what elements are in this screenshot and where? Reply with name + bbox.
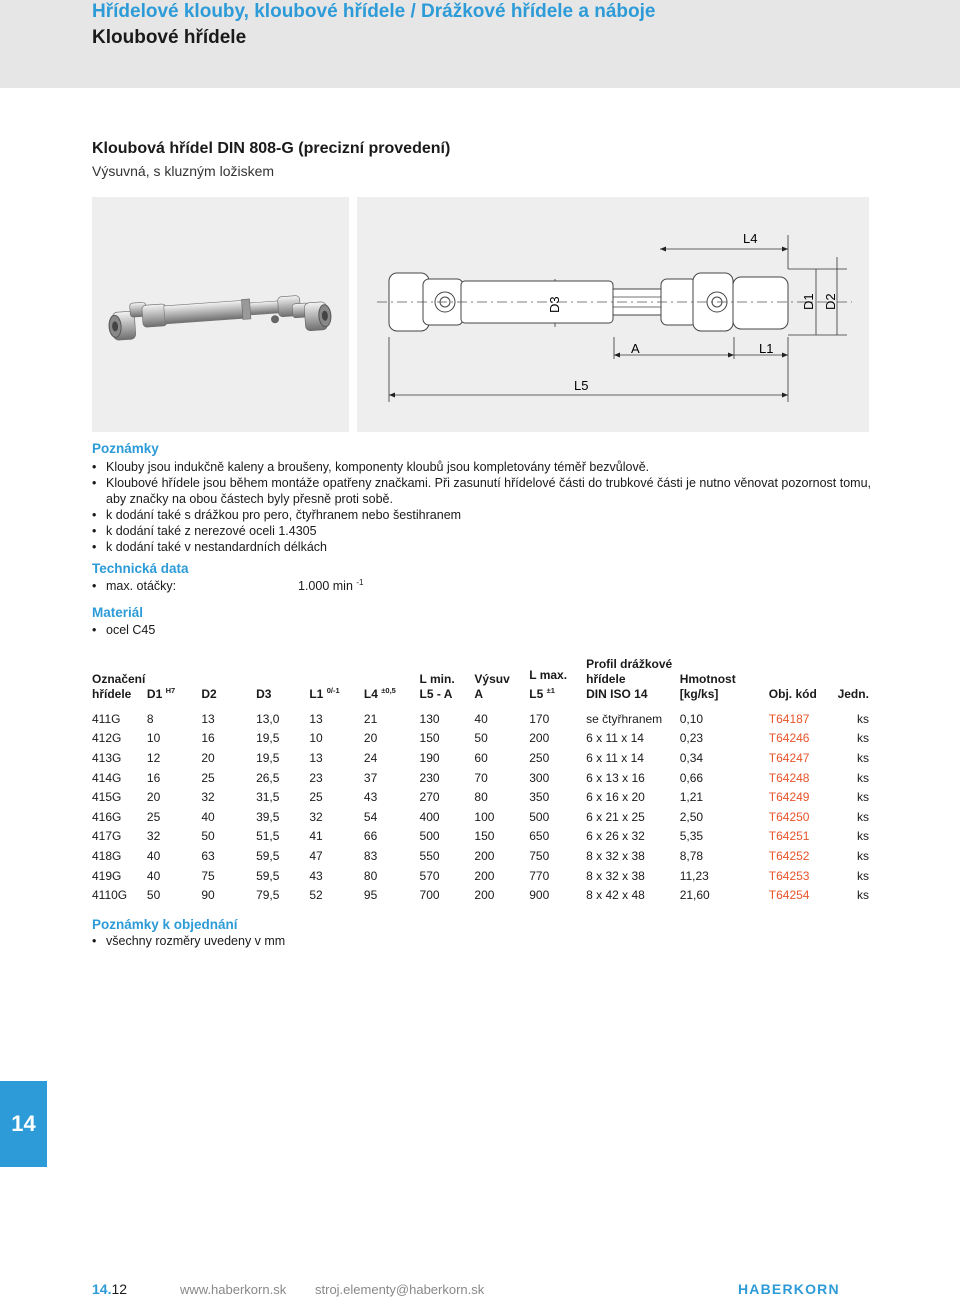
- table-cell: 200: [529, 731, 550, 746]
- table-cell: 43: [309, 868, 323, 883]
- table-cell: 79,5: [256, 888, 280, 903]
- order-notes-list: [92, 933, 285, 949]
- table-cell: 31,5: [256, 790, 280, 805]
- table-cell: 2,50: [679, 809, 704, 824]
- table-cell: 40: [201, 809, 215, 824]
- col-oznaceni: Označení hřídele: [92, 672, 146, 701]
- table-cell: 32: [309, 809, 323, 824]
- table-cell: 25: [309, 790, 323, 805]
- col-l4: L4 $^{\pm 0,5}$: [363, 686, 396, 701]
- order-code-cell[interactable]: T64252: [768, 848, 810, 863]
- table-cell: 24: [363, 750, 378, 765]
- table-cell: 416G: [92, 809, 122, 824]
- table-cell: 412G: [92, 731, 122, 746]
- material-value: • ocel C45: [92, 622, 155, 638]
- email-link[interactable]: stroj.elementy@haberkorn.sk: [315, 1282, 485, 1297]
- note-continuation: aby značky na obou částech byly přesně proti sobě.: [106, 492, 393, 506]
- table-cell: ks: [857, 711, 869, 726]
- page-number: 14.12: [92, 1281, 128, 1297]
- table-cell: 8,78: [679, 848, 704, 863]
- table-cell: 0,34: [679, 750, 704, 765]
- table-cell: 40: [474, 711, 488, 726]
- table-cell: 750: [529, 848, 550, 863]
- table-cell: 16: [146, 770, 161, 785]
- note-item: • Kloubové hřídele jsou během montáže opatřeny značkami. Při zasunutí hřídelové části do trubkové části je nutno věnovat pozornost tomu,: [92, 475, 871, 491]
- table-cell: 411G: [92, 711, 121, 726]
- table-cell: 12: [146, 750, 161, 765]
- table-cell: 300: [529, 770, 550, 785]
- table-cell: 83: [363, 848, 378, 863]
- table-row: [92, 827, 869, 847]
- product-subtitle: Výsuvná, s kluzným ložiskem: [92, 163, 275, 179]
- category-title: Hřídelové klouby, kloubové hřídele / Drážkové hřídele a náboje: [92, 1, 656, 22]
- table-cell: 32: [146, 829, 161, 844]
- table-cell: 20: [363, 731, 378, 746]
- table-cell: 41: [309, 829, 323, 844]
- table-cell: 200: [474, 868, 495, 883]
- table-cell: 47: [309, 848, 323, 863]
- table-cell: ks: [857, 790, 869, 805]
- table-cell: 75: [201, 868, 215, 883]
- table-cell: 80: [474, 790, 488, 805]
- table-cell: 6 x 11 x 14: [586, 731, 644, 746]
- table-cell: 16: [201, 731, 215, 746]
- table-cell: 6 x 21 x 25: [586, 809, 645, 824]
- label-a: A: [631, 341, 640, 356]
- table-cell: 6 x 26 x 32: [586, 829, 645, 844]
- col-jedn: Jedn.: [837, 687, 869, 701]
- table-cell: 8 x 32 x 38: [586, 848, 645, 863]
- table-cell: 700: [419, 888, 440, 903]
- label-d3: D3: [547, 296, 562, 313]
- col-d3: D3: [256, 687, 272, 701]
- col-profil: Profil drážkové hřídele DIN ISO 14: [586, 657, 673, 701]
- table-cell: 270: [419, 790, 440, 805]
- table-cell: 230: [419, 770, 440, 785]
- table-cell: 40: [146, 848, 161, 863]
- col-obj: Obj. kód: [768, 687, 817, 701]
- table-cell: 8: [146, 711, 154, 726]
- table-cell: 20: [146, 790, 161, 805]
- table-row: [92, 705, 869, 729]
- table-cell: 10: [146, 731, 161, 746]
- table-cell: se čtyřhranem: [586, 711, 663, 726]
- table-cell: 4110G: [92, 888, 128, 903]
- col-l1: L1 $^{0/-1}$: [309, 686, 340, 701]
- label-d1: D1: [801, 293, 816, 310]
- table-cell: 0,23: [679, 731, 704, 746]
- order-code-cell[interactable]: T64246: [768, 731, 810, 746]
- table-row: [92, 885, 869, 905]
- table-cell: 418G: [92, 848, 122, 863]
- note-item: [92, 491, 871, 507]
- table-cell: 6 x 13 x 16: [586, 770, 645, 785]
- table-cell: ks: [857, 731, 869, 746]
- table-cell: 10: [309, 731, 323, 746]
- label-l5: L5: [574, 378, 589, 393]
- table-cell: 190: [419, 750, 440, 765]
- table-cell: 19,5: [256, 750, 280, 765]
- table-cell: 25: [201, 770, 215, 785]
- label-l1: L1: [759, 341, 774, 356]
- table-row: [92, 787, 869, 807]
- table-cell: 350: [529, 790, 550, 805]
- table-cell: 6 x 16 x 20: [586, 790, 645, 805]
- table-cell: 500: [529, 809, 550, 824]
- order-code-cell[interactable]: T64247: [768, 750, 810, 765]
- table-cell: 250: [529, 750, 550, 765]
- table-row: [92, 748, 869, 768]
- product-title: Kloubová hřídel DIN 808-G (precizní provedení): [92, 140, 451, 157]
- order-code-cell[interactable]: T64251: [768, 829, 810, 844]
- material-list: [92, 622, 155, 638]
- table-cell: ks: [857, 848, 869, 863]
- table-cell: 50: [201, 829, 215, 844]
- table-row: [92, 768, 869, 788]
- note-item: • k dodání také s drážkou pro pero, čtyřhranem nebo šestihranem: [92, 507, 871, 523]
- table-row: [92, 807, 869, 827]
- table-cell: 52: [309, 888, 323, 903]
- technical-list: [92, 578, 176, 594]
- table-cell: 66: [363, 829, 378, 844]
- order-code-cell[interactable]: T64253: [768, 868, 810, 883]
- table-cell: ks: [857, 829, 869, 844]
- table-cell: 23: [309, 770, 323, 785]
- table-cell: 11,23: [679, 868, 709, 883]
- table-cell: 13: [201, 711, 215, 726]
- subcategory-title: Kloubové hřídele: [92, 27, 247, 48]
- order-code-cell[interactable]: T64254: [768, 888, 810, 903]
- table-header-row: [92, 657, 869, 705]
- table-cell: 150: [419, 731, 440, 746]
- table-body: [92, 705, 869, 905]
- product-photo: [92, 197, 349, 432]
- label-d2: D2: [823, 293, 838, 310]
- table-cell: 19,5: [256, 731, 280, 746]
- table-cell: 8 x 42 x 48: [586, 888, 645, 903]
- technical-drawing: [357, 197, 869, 432]
- table-cell: 63: [201, 848, 215, 863]
- note-item: • k dodání také v nestandardních délkách: [92, 539, 871, 555]
- table-cell: 415G: [92, 790, 122, 805]
- table-cell: ks: [857, 868, 869, 883]
- table-cell: 39,5: [256, 809, 280, 824]
- table-cell: 21: [363, 711, 378, 726]
- table-cell: 770: [529, 868, 550, 883]
- chapter-tab[interactable]: 14: [0, 1081, 47, 1167]
- table-cell: 6 x 11 x 14: [586, 750, 644, 765]
- table-cell: 50: [474, 731, 488, 746]
- table-cell: 100: [474, 809, 495, 824]
- table-cell: 550: [419, 848, 440, 863]
- table-cell: 200: [474, 848, 495, 863]
- table-cell: 59,5: [256, 868, 280, 883]
- table-row: [92, 729, 869, 749]
- table-cell: 413G: [92, 750, 122, 765]
- table-cell: 54: [363, 809, 378, 824]
- technical-value: 1.000 min $^{-1}$: [298, 578, 364, 594]
- table-cell: 13,0: [256, 711, 280, 726]
- table-cell: 80: [363, 868, 378, 883]
- note-item: • k dodání také z nerezové oceli 1.4305: [92, 523, 871, 539]
- order-code-cell[interactable]: T64249: [768, 790, 810, 805]
- notes-list: [92, 459, 871, 555]
- col-vysuv: Výsuv A: [474, 672, 510, 701]
- technical-label: • max. otáčky:: [92, 578, 176, 594]
- table-cell: 8 x 32 x 38: [586, 868, 645, 883]
- cardan-shaft-photo: [92, 197, 349, 432]
- table-cell: 50: [146, 888, 161, 903]
- website-link[interactable]: www.haberkorn.sk: [180, 1282, 287, 1297]
- table-cell: 40: [146, 868, 161, 883]
- order-code-cell[interactable]: T64187: [768, 711, 810, 726]
- table-cell: 32: [201, 790, 215, 805]
- table-cell: 170: [529, 711, 550, 726]
- spec-table: [92, 657, 869, 905]
- technical-heading: Technická data: [92, 561, 189, 576]
- table-cell: 26,5: [256, 770, 280, 785]
- order-note-item: • všechny rozměry uvedeny v mm: [92, 933, 285, 949]
- table-cell: 414G: [92, 770, 122, 785]
- order-notes-heading: Poznámky k objednání: [92, 917, 238, 932]
- table-cell: 95: [363, 888, 378, 903]
- table-cell: 20: [201, 750, 215, 765]
- table-cell: 500: [419, 829, 440, 844]
- table-cell: 43: [363, 790, 378, 805]
- table-cell: 59,5: [256, 848, 280, 863]
- table-cell: ks: [857, 750, 869, 765]
- notes-heading: Poznámky: [92, 441, 159, 456]
- table-cell: ks: [857, 809, 869, 824]
- table-cell: 37: [363, 770, 378, 785]
- dimension-drawing: [357, 197, 869, 432]
- table-cell: 1,21: [679, 790, 704, 805]
- table-cell: 900: [529, 888, 550, 903]
- table-cell: 650: [529, 829, 550, 844]
- table-cell: 570: [419, 868, 440, 883]
- col-d1: D1 $^{H7}$: [146, 686, 176, 701]
- note-item: • Klouby jsou indukčně kaleny a broušeny, komponenty kloubů jsou kompletovány téměř bezvůlově.: [92, 459, 871, 475]
- table-cell: 51,5: [256, 829, 280, 844]
- order-code-cell[interactable]: T64248: [768, 770, 810, 785]
- haberkorn-logo: HABERKORN: [738, 1281, 840, 1297]
- table-cell: 0,66: [679, 770, 704, 785]
- table-cell: 200: [474, 888, 495, 903]
- col-d2: D2: [201, 687, 217, 701]
- material-heading: Materiál: [92, 605, 144, 620]
- table-cell: 0,10: [679, 711, 704, 726]
- table-cell: 90: [201, 888, 215, 903]
- table-cell: 150: [474, 829, 495, 844]
- table-cell: ks: [857, 770, 869, 785]
- table-cell: 70: [474, 770, 488, 785]
- table-cell: 13: [309, 750, 323, 765]
- order-code-cell[interactable]: T64250: [768, 809, 810, 824]
- table-row: [92, 866, 869, 886]
- col-lmin: L min. L5 - A: [419, 672, 455, 701]
- table-cell: 13: [309, 711, 323, 726]
- col-lmax: L max. L5 $^{\pm 1}$: [529, 668, 568, 701]
- table-cell: 5,35: [679, 829, 704, 844]
- table-cell: 21,60: [679, 888, 710, 903]
- table-cell: ks: [857, 888, 869, 903]
- table-cell: 417G: [92, 829, 122, 844]
- table-cell: 400: [419, 809, 440, 824]
- col-hmotnost: Hmotnost [kg/ks]: [679, 672, 736, 701]
- table-cell: 419G: [92, 868, 122, 883]
- label-l4: L4: [743, 231, 758, 246]
- table-cell: 25: [146, 809, 161, 824]
- table-cell: 60: [474, 750, 488, 765]
- table-row: [92, 846, 869, 866]
- table-cell: 130: [419, 711, 440, 726]
